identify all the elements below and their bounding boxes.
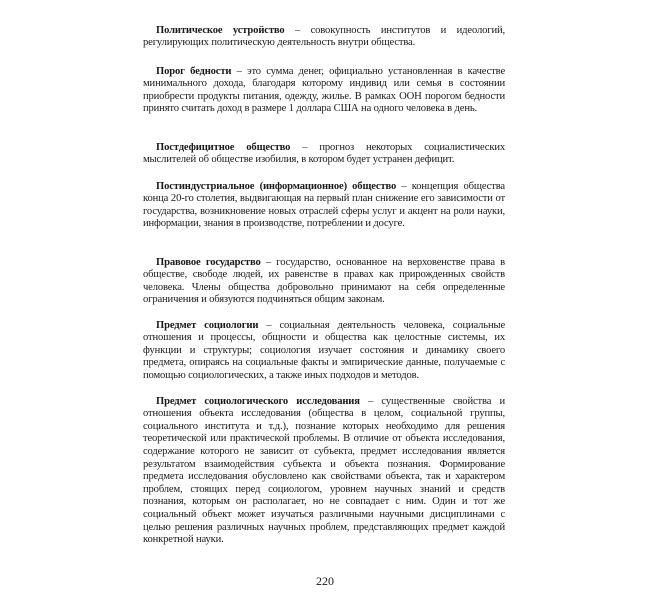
glossary-entry — [143, 396, 505, 547]
entry-term: Политическое устройство — [156, 24, 285, 36]
entry-term: Правовое государство — [156, 256, 261, 268]
glossary-entry — [143, 181, 505, 231]
glossary-entry — [143, 320, 505, 383]
glossary-entry — [143, 25, 505, 50]
entry-definition: – совокупность институтов и идеологий, регулирующих политическую деятельность внутри общества. — [143, 24, 505, 49]
entry-definition: – существенные свойства и отношения объекта исследования (общества в целом, социальной группы, социального института и т.д.), познание которых необходимо для решения теоретической или практической проблемы. В отличие от объекта исследования, содержание которого не зависит от субъекта, предмет исследования является результатом взаимодействия субъекта и объекта познания. Формирование предмета исследования обусловлено как свойствами объекта, так и характером проблем, стоящих перед социологом, уровнем научных знаний и средств познания, которым он располагает, но не совпадает с ним. Один и тот же социальный объект может изучаться различными научными дисциплинами с целью решения различных научных проблем, представляющих предмет каждой конкретной науки. — [143, 395, 505, 546]
entry-term: Постдефицитное общество — [156, 141, 291, 153]
entry-definition: – это сумма денег, официально установленная в качестве минимального дохода, благодаря которому индивид или семья в состоянии приобрести продукты питания, одежду, жилье. В рамках ООН порогом бедности принято считать доход в размере 1 доллара США на одного человека в день. — [143, 65, 505, 115]
entry-term: Предмет социологии — [156, 319, 259, 331]
entry-definition: – социальная деятельность человека, социальные отношения и процессы, общности и общества как целостные системы, их функции и структуры; социология изучает состояния и динамику своего предмета, опираясь на социальные факты и эмпирические данные, получаемые с помощью социологических, а также иных подходов и методов. — [143, 319, 506, 381]
glossary-entry — [143, 142, 505, 167]
entry-definition: – прогноз некоторых социалистических мыслителей об обществе изобилия, в котором будет устранен дефицит. — [143, 141, 505, 166]
entry-term: Предмет социологического исследования — [156, 395, 360, 407]
entry-definition: – концепция общества конца 20-го столетия, выдвигающая на первый план снижение его зависимости от государства, возникновение новых отраслей сферы услуг и акцент на роли науки, информации, знания в производстве, потреблении и досуге. — [143, 180, 505, 230]
glossary-entry — [143, 66, 505, 116]
entry-term: Порог бедности — [156, 65, 232, 77]
page-number: 220 — [316, 574, 334, 588]
glossary-entry — [143, 257, 505, 307]
entry-term: Постиндустриальное (информационное) общество — [156, 180, 397, 192]
entry-definition: – государство, основанное на верховенстве права в обществе, свободе людей, их равенстве в правах как прирожденных свойств человека. Члены общества добровольно принимают на себя определенные ограничения и обязуются подчиняться общим законам. — [143, 256, 505, 306]
